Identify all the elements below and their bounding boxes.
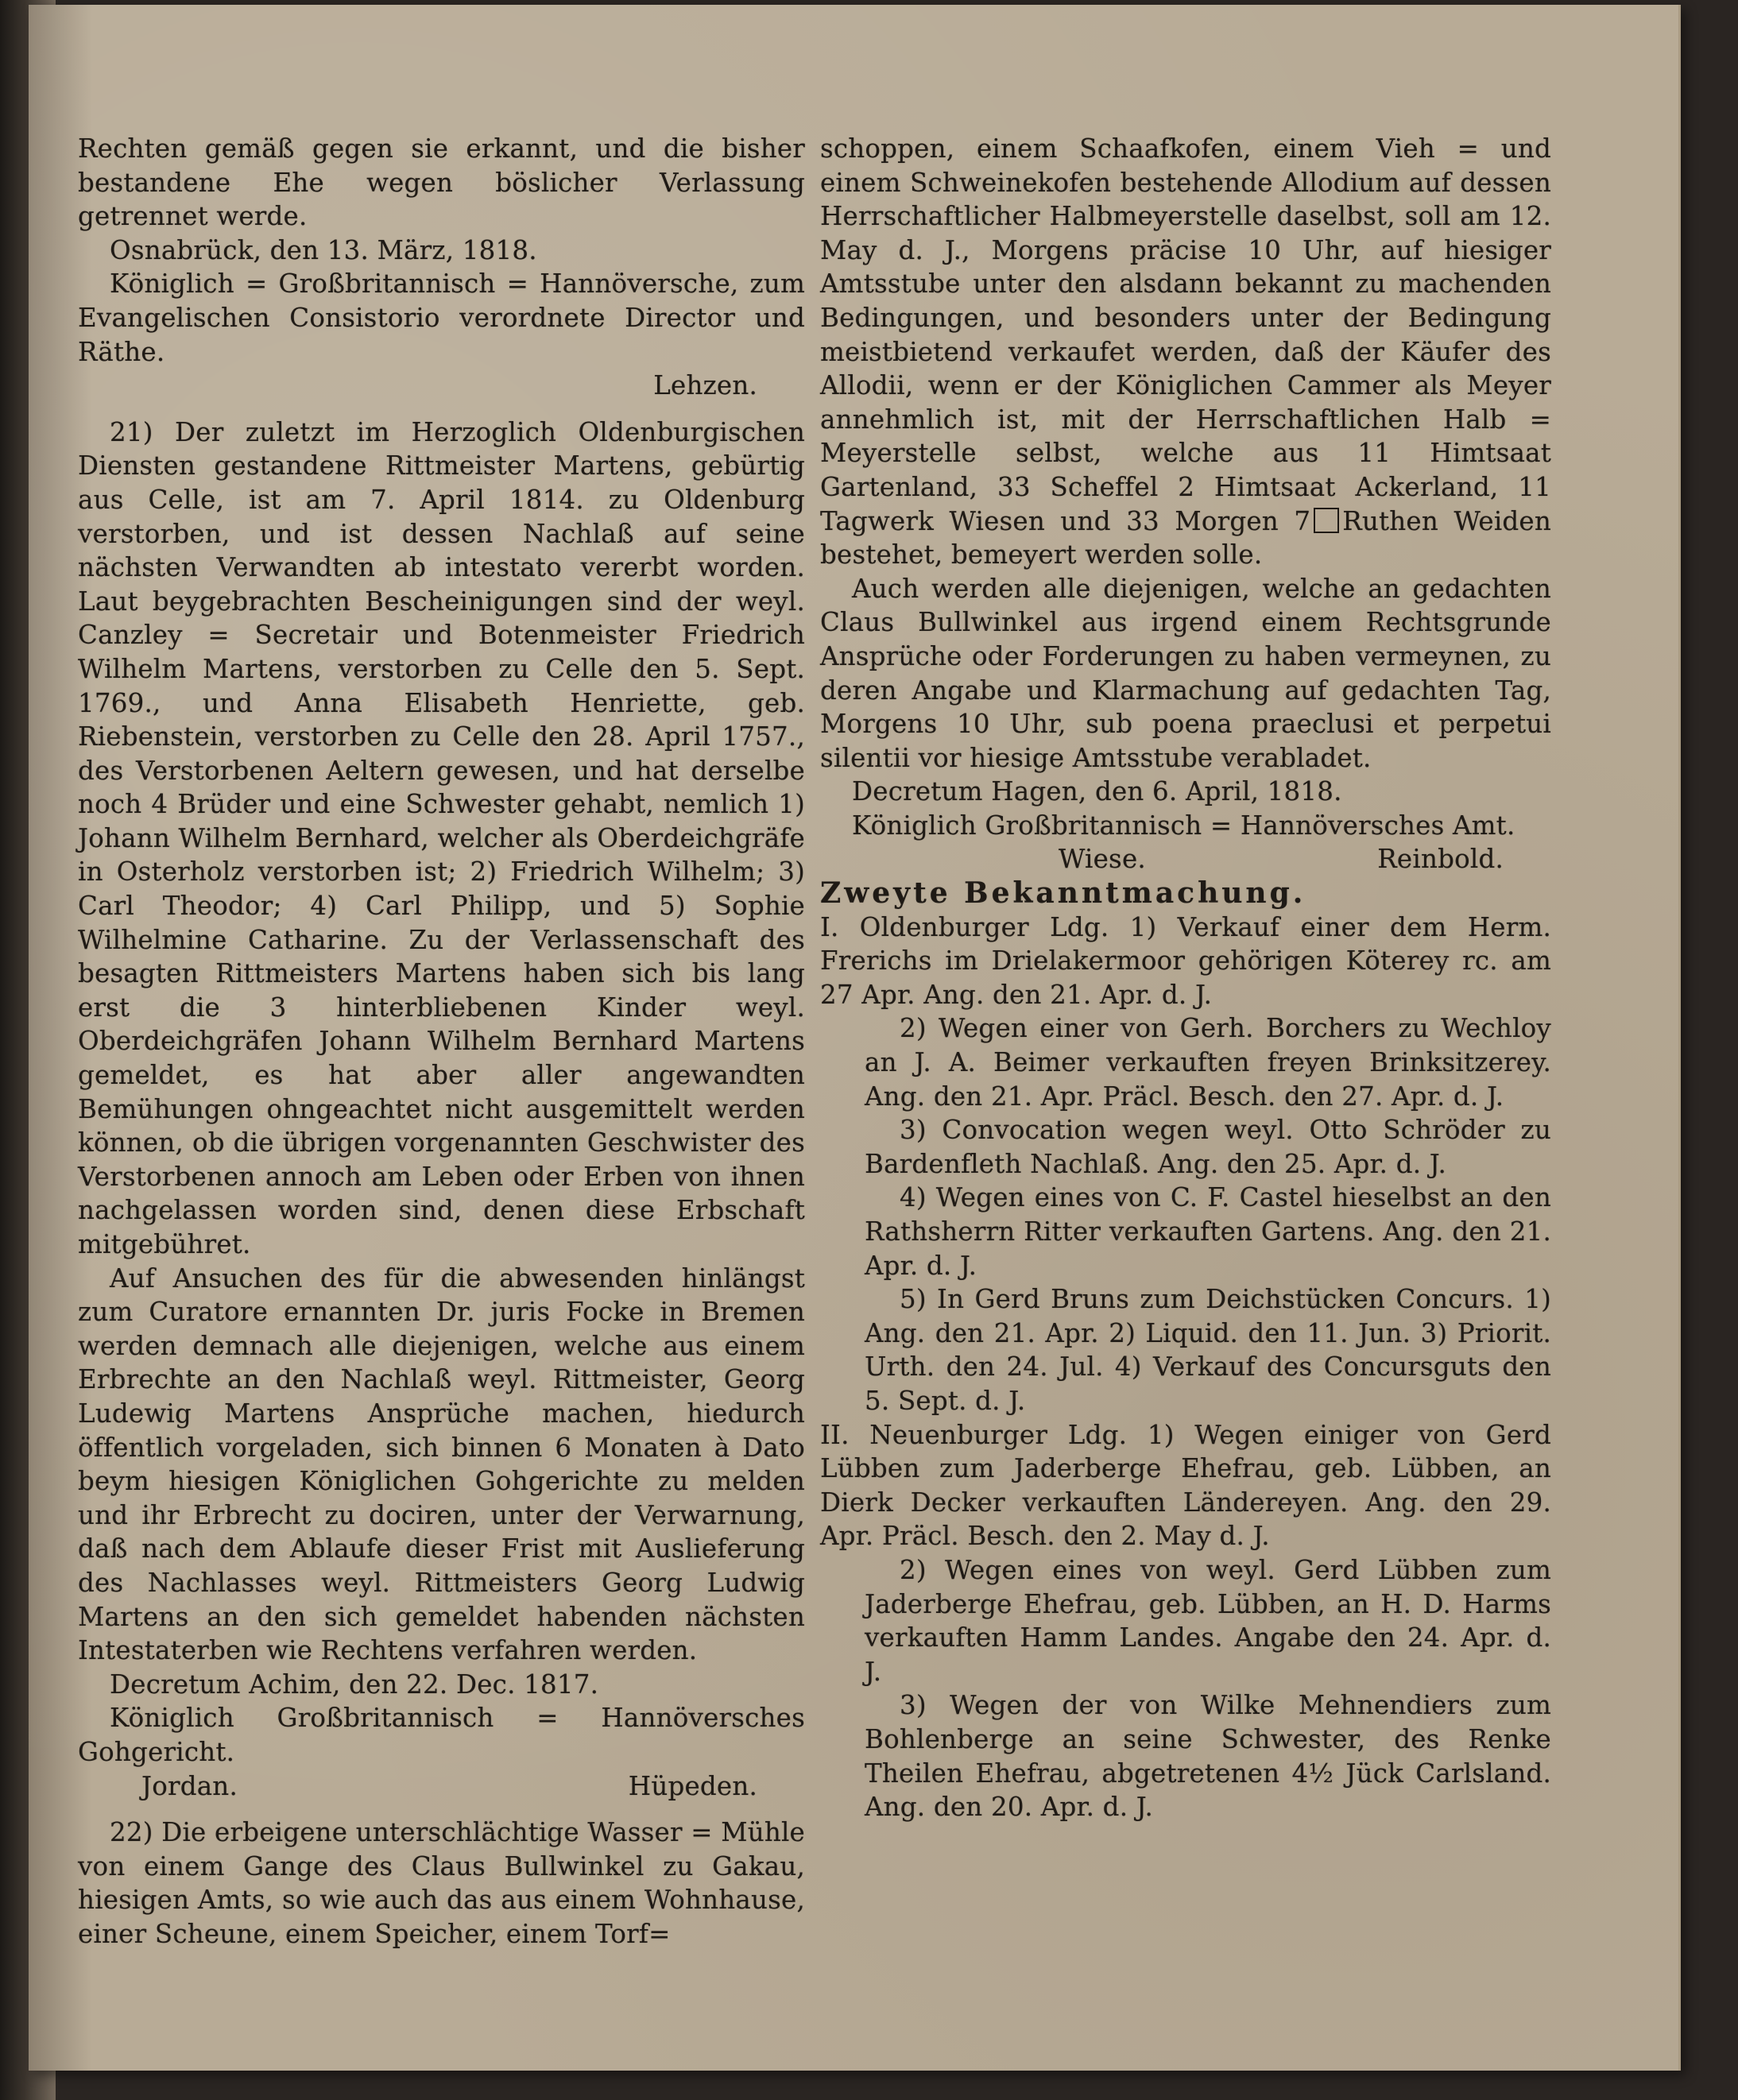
notice-21-number: 21) [110,416,153,447]
right-column [820,132,1551,1824]
notice-22-body: Die erbeigene unterschlächtige Wasser = Mühle von einem Gange des Claus Bullwinkel zu Gakau, hiesigen Amts, so wie auch das aus einem Wohnhause, einer Scheune, einem Speicher, einem Torf= [78,1817,805,1949]
notice-22-decree: Decretum Hagen, den 6. April, 1818. [852,776,1342,807]
section-neuenburg-label: II. Neuenburger Ldg. [820,1419,1128,1450]
oldenburg-item-5: 5) In Gerd Bruns zum Deichstücken Concurs. 1) Ang. den 21. Apr. 2) Liquid. den 11. Jun. 3) Priorit. Urth. den 24. Jul. 4) Verkauf des Concursguts den 5. Sept. d. J. [865,1284,1551,1416]
notice-21-decree: Decretum Achim, den 22. Dec. 1817. [110,1669,599,1700]
signer-wiese: Wiese. [1059,844,1146,875]
notice-22-signers [820,842,1551,876]
notice-21-signers [78,1769,805,1804]
scanned-page [29,5,1681,2071]
continued-verdict-text: Rechten gemäß gegen sie erkannt, und die bisher bestandene Ehe wegen böslicher Verlassung getrennet werde. [78,133,805,232]
neuenburg-item-2: 2) Wegen eines von weyl. Gerd Lübben zum Jaderberge Ehefrau, geb. Lübben, an H. D. Harms verkauften Hamm Landes. Angabe den 24. Apr. d. J. [865,1554,1551,1687]
spacer [78,1803,805,1816]
section-heading: Zweyte Bekanntmachung. [820,876,1306,911]
notice-22-continued [820,132,1551,572]
oldenburg-item-2: 2) Wegen einer von Gerh. Borchers zu Wechloy an J. A. Beimer verkauften freyen Brinksitzerey. Ang. den 21. Apr. Präcl. Besch. den 27. Apr. d. J. [865,1013,1551,1112]
notice-22-cont-text: schoppen, einem Schaafkofen, einem Vieh = und einem Schweinekofen bestehende Allodium auf dessen Herrschaftlicher Halbmeyerstelle daselbst, soll am 12. May d. J., Morgens präcise 10 Uhr, auf hiesiger Amtsstube unter den alsdann bekannt zu machenden Bedingungen, und besonders unter der Bedingung meistbietend verkaufet werden, daß der Käufer des Allodii, wenn er der Königlichen Cammer als Meyer annehmlich ist, mit der Herrschaftlichen Halb = Meyerstelle selbst, welche aus 11 Himtsaat Gartenland, 33 Scheffel 2 Himtsaat Ackerland, 11 Tagwerk Wiesen und 33 Morgen 7 [820,133,1551,536]
left-column [78,132,805,1951]
notice-21 [78,416,805,1262]
notice-22-creditors: Auch werden alle diejenigen, welche an gedachten Claus Bullwinkel aus irgend einem Rechtsgrunde Ansprüche oder Forderungen zu haben vermeynen, zu deren Angabe und Klarmachung auf gedachten Tag, Morgens 10 Uhr, sub poena praeclusi et perpetui silentii vor hiesige Amtsstube verabladet. [820,573,1551,773]
signer-jordan: Jordan. [141,1770,238,1801]
notice-22-authority: Königlich Großbritannisch = Hannöversches Amt. [852,810,1515,841]
notice-22 [78,1816,805,1951]
oldenburg-item-4: 4) Wegen eines von C. F. Castel hieselbst an den Rathsherrn Ritter verkauften Gartens. Ang. den 21. Apr. d. J. [865,1182,1551,1281]
section-oldenburg-label: I. Oldenburger Ldg. [820,911,1109,942]
notice-21-body: Der zuletzt im Herzoglich Oldenburgischen Diensten gestandene Rittmeister Martens, gebürtig aus Celle, ist am 7. April 1814. zu Oldenburg verstorben, und ist dessen Nachlaß auf seine nächsten Verwandten ab intestato vererbt worden. Laut beygebrachten Bescheinigungen sind der weyl. Canzley = Secretair und Botenmeister Friedrich Wilhelm Martens, verstorben zu Celle den 5. Sept. 1769., und Anna Elisabeth Henriette, geb. Riebenstein, verstorben zu Celle den 28. April 1757., des Verstorbenen Aeltern gewesen, und hat derselbe noch 4 Brüder und eine Schwester gehabt, nemlich 1) Johann Wilhelm Bernhard, welcher als Oberdeichgräfe in Osterholz verstorben ist; 2) Friedrich Wilhelm; 3) Carl Theodor; 4) Carl Philipp, und 5) Sophie Wilhelmine Catharine. Zu der Verlassenschaft des besagten Rittmeisters Martens haben sich bis lang erst die 3 hinterbliebenen Kinder weyl. Oberdeichgräfen Johann Wilhelm Bernhard Martens gemeldet, es hat aber aller angewandten Bemühungen ohngeachtet nicht ausgemittelt werden können, ob die übrigen vorgenannten Geschwister des Verstorbenen annoch am Leben oder Erben von ihnen nachgelassen worden sind, denen diese Erbschaft mitgebühret. [78,416,805,1259]
oldenburg-item-3: 3) Convocation wegen weyl. Otto Schröder zu Bardenfleth Nachlaß. Ang. den 25. Apr. d. J. [865,1115,1551,1179]
signer-huepeden: Hüpeden. [628,1770,757,1801]
notice-22-cont-text-b: Ruthen Weiden bestehet, bemeyert werden solle. [820,505,1551,570]
section-neuenburg [820,1418,1551,1553]
neuenburg-item-3: 3) Wegen der von Wilke Mehnendiers zum Bohlenberge an seine Schwester, des Renke Theilen Ehefrau, abgetretenen 4½ Jück Carlsland. Ang. den 20. Apr. d. J. [865,1690,1551,1823]
notice-21-summons: Auf Ansuchen des für die abwesenden hinlängst zum Curatore ernannten Dr. juris Focke in Bremen werden demnach alle diejenigen, welche aus einem Erbrechte an den Nachlaß weyl. Rittmeister, Georg Ludewig Martens Ansprüche machen, hiedurch öffentlich vorgeladen, sich binnen 6 Monaten à Dato beym hiesigen Königlichen Gohgerichte zu melden und ihr Erbrecht zu dociren, unter der Verwarnung, daß nach dem Ablaufe dieser Frist mit Auslieferung des Nachlasses weyl. Rittmeisters Georg Ludwig Martens an den sich gemeldet habenden nächsten Intestaterben wie Rechtens verfahren werden. [78,1263,805,1666]
oldenburg-item-1: 1) Verkauf einer dem Herm. Frerichs im Drielakermoor gehörigen Köterey rc. am 27 Apr. Ang. den 21. Apr. d. J. [820,911,1551,1010]
section-oldenburg [820,911,1551,1012]
square-rod-symbol [1314,508,1339,533]
neuenburg-item-1: 1) Wegen einiger von Gerd Lübben zum Jaderberge Ehefrau, geb. Lübben, an Dierk Decker verkauften Ländereyen. Ang. den 29. Apr. Präcl. Besch. den 2. May d. J. [820,1419,1551,1552]
signer-reinbold: Reinbold. [1377,844,1504,875]
consistory-authority: Königlich = Großbritannisch = Hannöversche, zum Evangelischen Consistorio verordnete Director und Räthe. [78,269,805,367]
notice-22-number: 22) [110,1817,153,1848]
notice-21-authority: Königlich Großbritannisch = Hannöversches Gohgericht. [78,1703,805,1767]
signer-lehzen: Lehzen. [653,370,757,401]
spacer [78,403,805,416]
dateline-osnabrueck: Osnabrück, den 13. März, 1818. [110,234,537,265]
